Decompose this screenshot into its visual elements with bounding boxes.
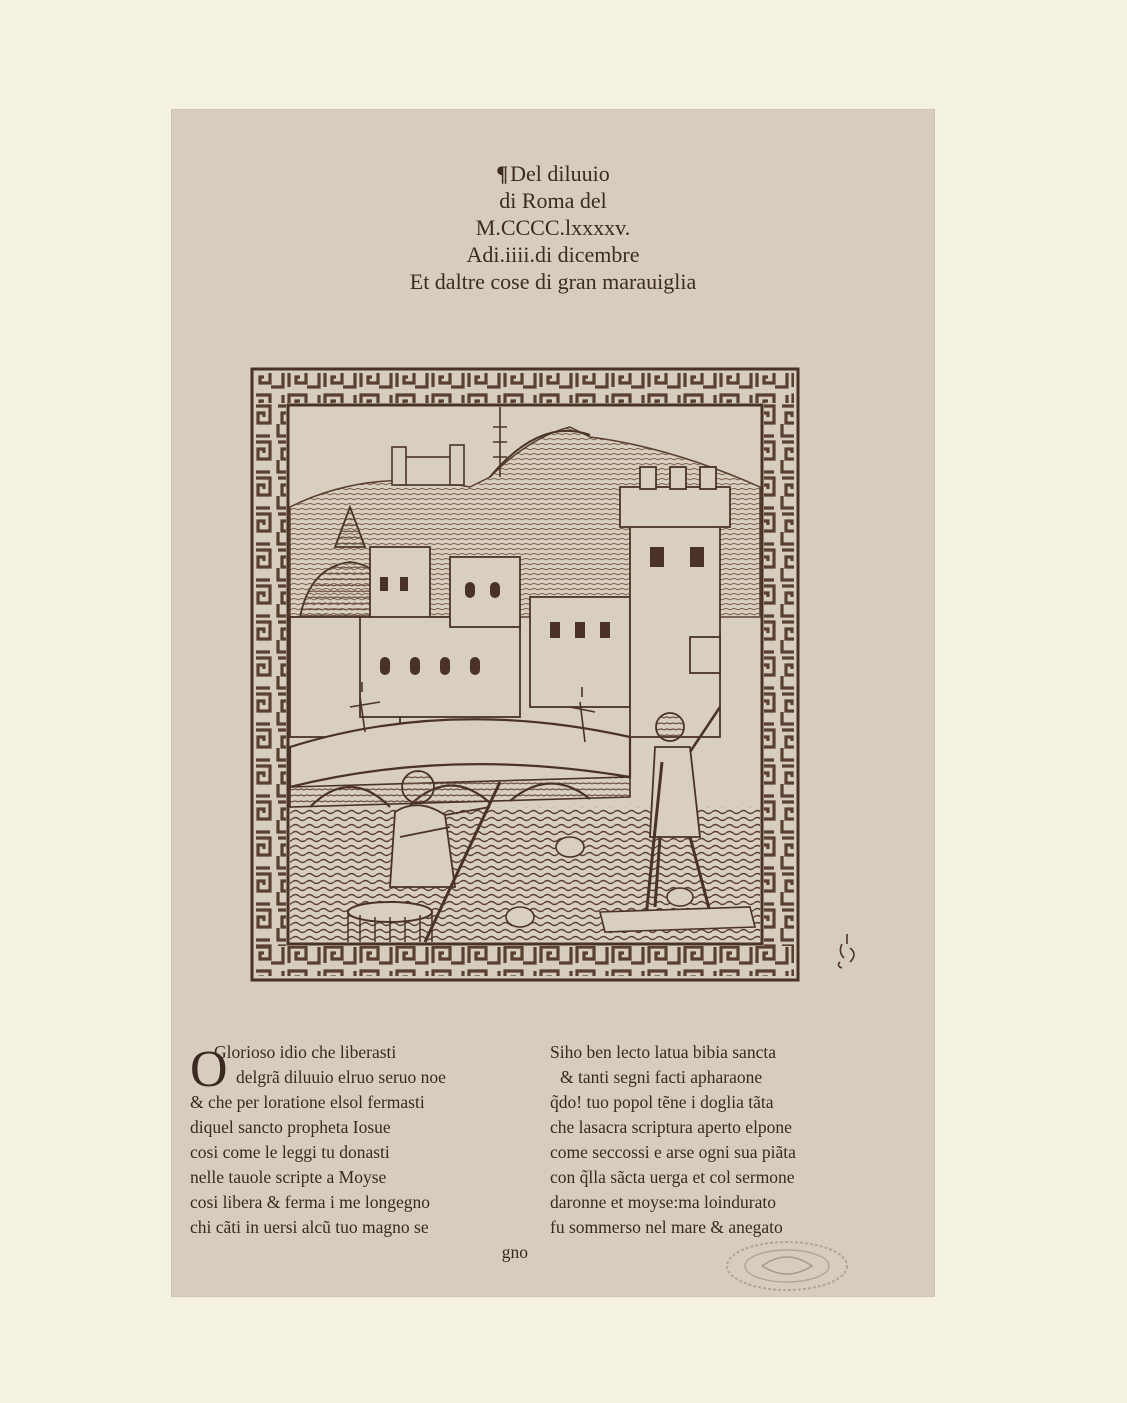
page-title bbox=[172, 160, 934, 295]
verse-line: fu sommerso nel mare & anegato bbox=[550, 1217, 783, 1237]
library-stamp bbox=[722, 1238, 852, 1293]
verse-line: q̃do! tuo popol tẽne i doglia tãta bbox=[550, 1092, 774, 1112]
printer-mark bbox=[832, 930, 862, 970]
stanza-right bbox=[550, 1040, 900, 1240]
title-line-3: M.CCCC.lxxxxv. bbox=[475, 215, 631, 240]
pilcrow-mark: ¶ bbox=[496, 161, 509, 186]
verse-line: cosi libera & ferma i me longegno bbox=[190, 1192, 431, 1212]
verse-line: con q̃lla sãcta uerga et col sermone bbox=[550, 1167, 795, 1187]
verse-line: & tanti segni facti apharaone bbox=[560, 1067, 763, 1087]
drop-cap: O bbox=[190, 1041, 228, 1098]
verse-line: Glorioso idio che liberasti bbox=[214, 1042, 397, 1062]
title-line-1: ¶Del diluuio bbox=[496, 161, 610, 186]
verse-line: daronne et moyse:ma loindurato bbox=[550, 1192, 776, 1212]
facsimile-page bbox=[172, 110, 934, 1296]
verse-line: che lasacra scriptura aperto elpone bbox=[550, 1117, 792, 1137]
stanza-left bbox=[190, 1040, 530, 1265]
woodcut-illustration bbox=[250, 367, 800, 982]
verse-line: chi cãti in uersi alcũ tuo magno se bbox=[190, 1217, 429, 1237]
title-line-2: di Roma del bbox=[499, 188, 607, 213]
verse-line: diquel sancto propheta Iosue bbox=[190, 1117, 391, 1137]
title-line-4: Adi.iiii.di dicembre bbox=[466, 242, 640, 267]
verse-line: come seccossi e arse ogni sua piãta bbox=[550, 1142, 796, 1162]
verse-line: nelle tauole scripte a Moyse bbox=[190, 1167, 387, 1187]
verse-line: & che per loratione elsol fermasti bbox=[190, 1092, 425, 1112]
verse-line: cosi come le leggi tu donasti bbox=[190, 1142, 390, 1162]
verse-line: delgrã diluuio elruo seruo noe bbox=[236, 1067, 446, 1087]
verse-line: gno bbox=[501, 1242, 528, 1262]
verse-line: Siho ben lecto latua bibia sancta bbox=[550, 1042, 776, 1062]
title-line-5: Et daltre cose di gran marauiglia bbox=[409, 269, 697, 294]
